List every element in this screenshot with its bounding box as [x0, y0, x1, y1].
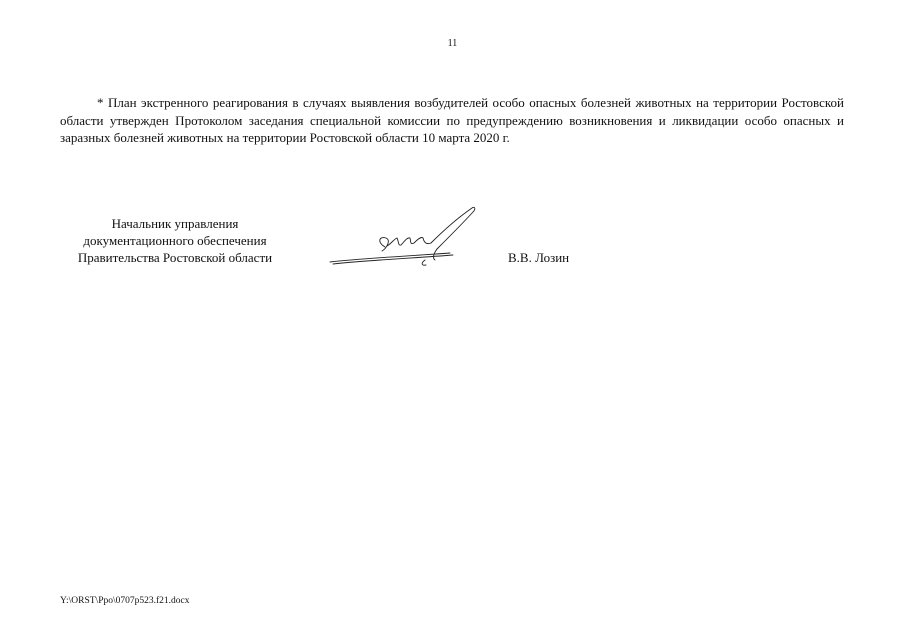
page-number: 11 — [447, 38, 458, 49]
file-path: Y:\ORST\Ppo\0707p523.f21.docx — [60, 596, 190, 606]
footnote — [60, 94, 844, 147]
signatory-title-line: Правительства Ростовской области — [77, 250, 273, 265]
signer-name: В.В. Лозин — [508, 250, 570, 265]
signatory-title-line: документационного обеспечения — [83, 233, 267, 248]
footnote-text: * План экстренного реагирования в случаях выявления возбудителей особо опасных болезней животных на территории Ростовской области утвержден Протоколом заседания специальной комиссии по предупреждению возникновения и ликвидации особо опасных и заразных болезней животных на территории Ростовской области 10 марта 2020 г. — [60, 95, 844, 145]
signatory-title — [55, 215, 295, 266]
signatory-title-line: Начальник управления — [111, 216, 239, 231]
handwritten-signature — [325, 203, 485, 273]
